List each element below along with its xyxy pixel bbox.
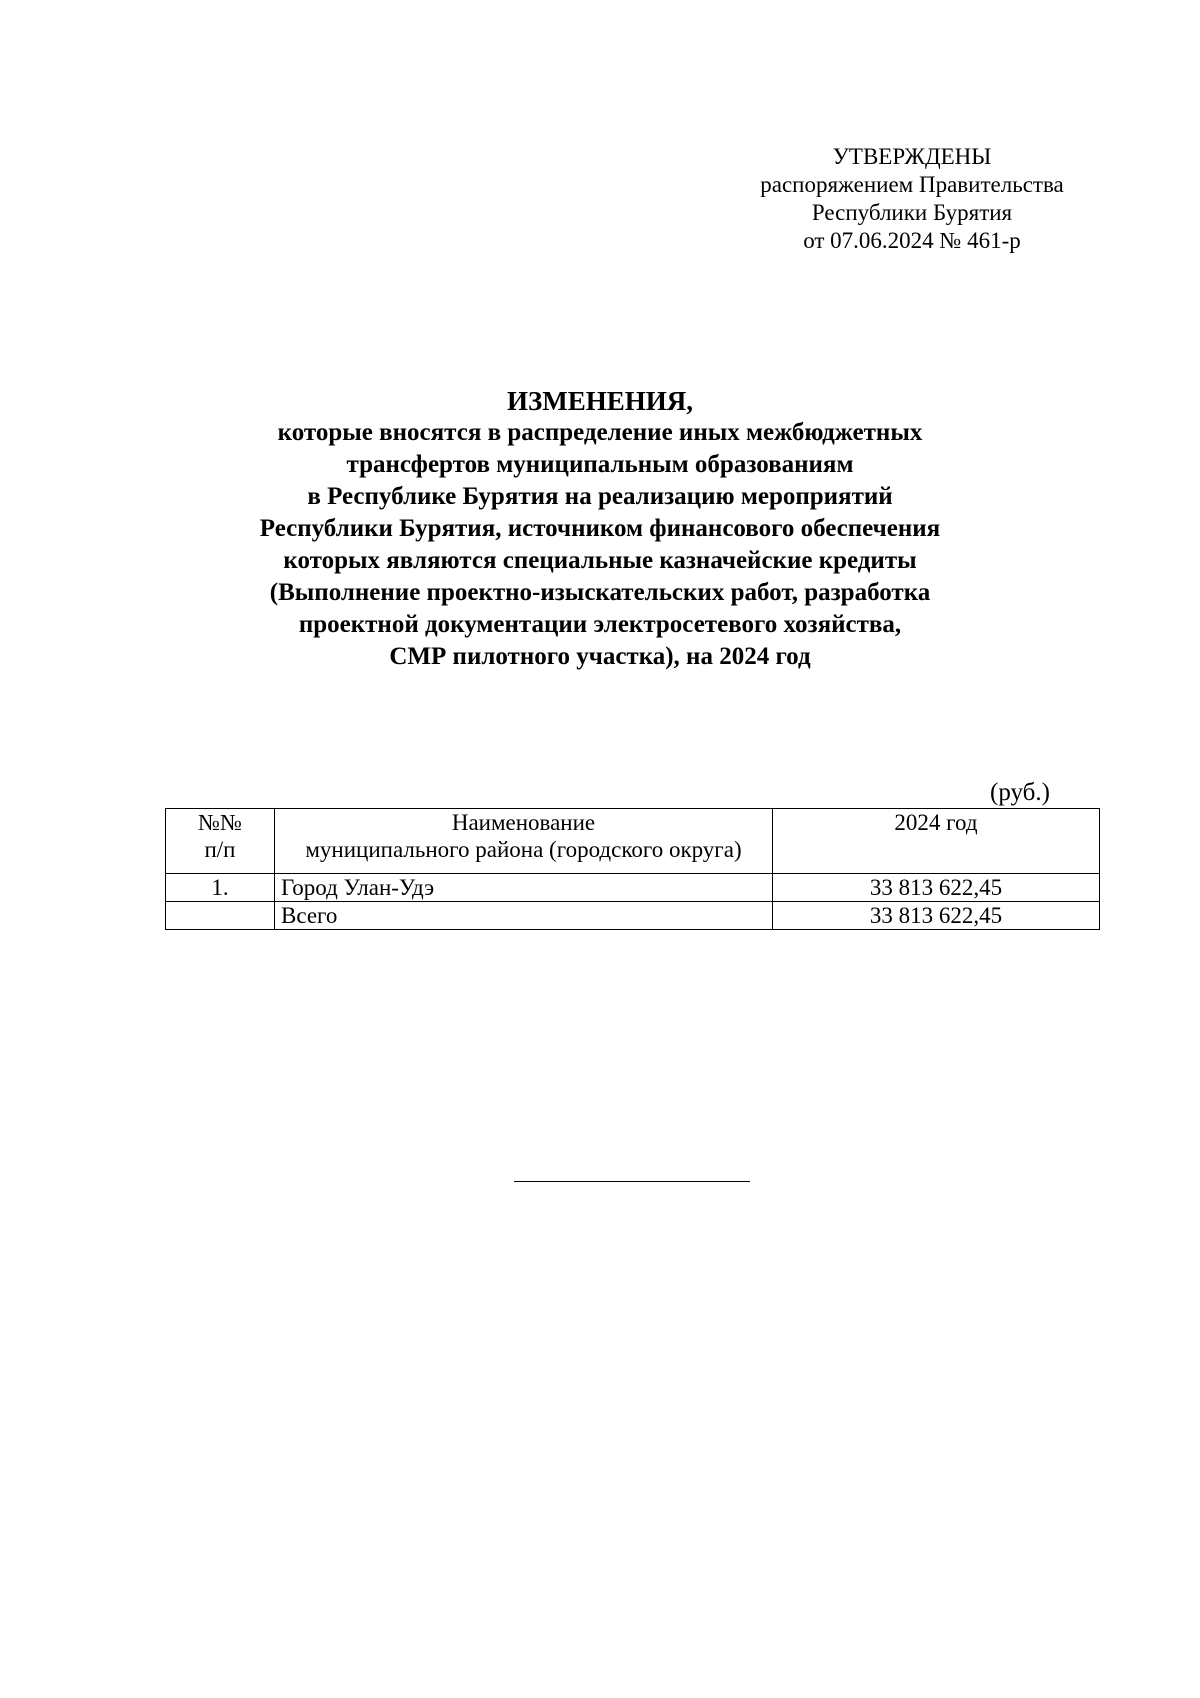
end-divider: [514, 1181, 750, 1182]
title-line: Республики Бурятия, источником финансового обеспечения: [259, 515, 941, 542]
header-name: [275, 809, 773, 874]
row-name: Всего: [275, 902, 773, 930]
row-number: 1.: [166, 874, 275, 902]
row-value: 33 813 622,45: [773, 902, 1100, 930]
header-number-line2: п/п: [204, 837, 236, 862]
header-number: [166, 809, 275, 874]
row-value: 33 813 622,45: [773, 874, 1100, 902]
approval-region: Республики Бурятия: [811, 200, 1013, 225]
document-heading: ИЗМЕНЕНИЯ,: [506, 386, 693, 416]
row-number: [166, 902, 275, 930]
transfers-table: [165, 808, 1100, 930]
approval-authority: распоряжением Правительства: [760, 172, 1064, 197]
row-name: Город Улан-Удэ: [275, 874, 773, 902]
title-line: проектной документации электросетевого хозяйства,: [298, 611, 902, 638]
approval-date-number: от 07.06.2024 № 461-р: [803, 228, 1021, 253]
document-title: [150, 385, 1050, 673]
header-number-line1: №№: [198, 810, 242, 835]
title-line: которых являются специальные казначейские кредиты: [283, 547, 917, 574]
title-line: (Выполнение проектно-изыскательских работ, разработка: [269, 579, 931, 606]
units-label: (руб.): [990, 779, 1050, 806]
approval-status: УТВЕРЖДЕНЫ: [832, 144, 992, 169]
header-name-line1: Наименование: [451, 810, 596, 835]
header-year: 2024 год: [773, 809, 1100, 874]
title-line: которые вносятся в распределение иных межбюджетных: [277, 419, 923, 446]
table-header-row: [166, 809, 1100, 874]
title-line: СМР пилотного участка), на 2024 год: [389, 643, 811, 670]
table-row-total: [166, 902, 1100, 930]
approval-block: [742, 143, 1082, 255]
header-name-line2: муниципального района (городского округа): [305, 837, 742, 862]
title-line: трансфертов муниципальным образованиям: [346, 451, 854, 478]
table-row: [166, 874, 1100, 902]
title-line: в Республике Бурятия на реализацию мероприятий: [307, 483, 893, 510]
